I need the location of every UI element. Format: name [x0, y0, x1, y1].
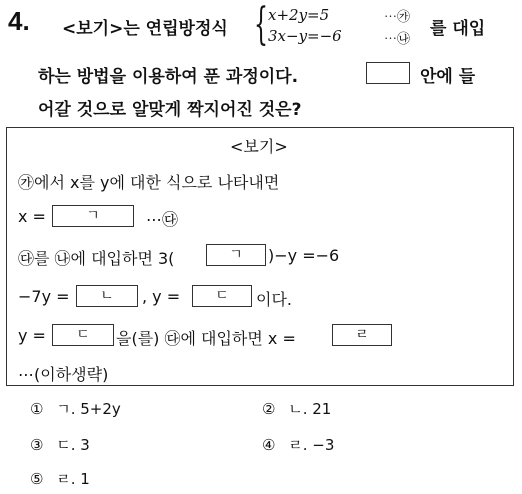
choice-5[interactable] — [30, 468, 90, 489]
blank-nieun: ㄴ — [76, 285, 138, 307]
answer-blank-box — [366, 62, 410, 84]
system-eq1-mark: ⋯㉮ — [384, 10, 411, 25]
bogi-row2-prefix: x = — [18, 207, 46, 226]
choice-2[interactable] — [262, 398, 331, 419]
bogi-row4-suffix: 이다. — [256, 290, 292, 309]
bogi-row4-prefix: −7y = — [18, 287, 70, 306]
choice-number: ① — [30, 400, 44, 418]
choice-number: ⑤ — [30, 470, 44, 488]
question-line2-suffix: 안에 들 — [420, 67, 476, 87]
question-line1-prefix: <보기>는 연립방정식 — [62, 19, 228, 39]
bogi-row5-mid: 을(를) ㉰에 대입하면 x = — [116, 329, 296, 348]
blank-rieul: ㄹ — [332, 324, 392, 346]
bogi-title: <보기> — [230, 137, 288, 156]
blank-giyeok-1: ㄱ — [52, 205, 134, 227]
choice-3[interactable] — [30, 434, 90, 455]
question-line3: 어갈 것으로 알맞게 짝지어진 것은? — [38, 100, 302, 120]
bogi-row4-mid: , y = — [142, 287, 181, 306]
choice-text: ㄹ. 1 — [56, 470, 90, 488]
bogi-row3-prefix: ㉰를 ㉯에 대입하면 3( — [18, 249, 175, 268]
question-number: 4. — [8, 6, 30, 36]
system-eq2-mark: ⋯㉯ — [384, 32, 411, 47]
system-brace: { — [254, 0, 268, 50]
choice-number: ④ — [262, 436, 276, 454]
bogi-row6: ⋯(이하생략) — [18, 365, 109, 384]
choice-text: ㄴ. 21 — [288, 400, 332, 418]
bogi-row5-prefix: y = — [18, 326, 46, 345]
bogi-row3-suffix: )−y =−6 — [268, 246, 340, 265]
choice-1[interactable] — [30, 398, 121, 419]
question-line1-suffix: 를 대입 — [430, 19, 486, 39]
blank-digeut-1: ㄷ — [192, 285, 252, 307]
system-eq2: 3x−y=−6 — [268, 27, 342, 45]
choice-number: ② — [262, 400, 276, 418]
choice-text: ㄱ. 5+2y — [56, 400, 121, 418]
bogi-row2-suffix: ⋯㉰ — [146, 210, 179, 229]
choice-text: ㄷ. 3 — [56, 436, 90, 454]
choice-number: ③ — [30, 436, 44, 454]
bogi-row1: ㉮에서 x를 y에 대한 식으로 나타내면 — [18, 173, 280, 192]
blank-giyeok-2: ㄱ — [206, 244, 266, 266]
question-line2-prefix: 하는 방법을 이용하여 푼 과정이다. — [38, 67, 299, 87]
blank-digeut-2: ㄷ — [52, 324, 114, 346]
choice-4[interactable] — [262, 434, 334, 455]
system-eq1: x+2y=5 — [268, 6, 330, 24]
choice-text: ㄹ. −3 — [288, 436, 335, 454]
